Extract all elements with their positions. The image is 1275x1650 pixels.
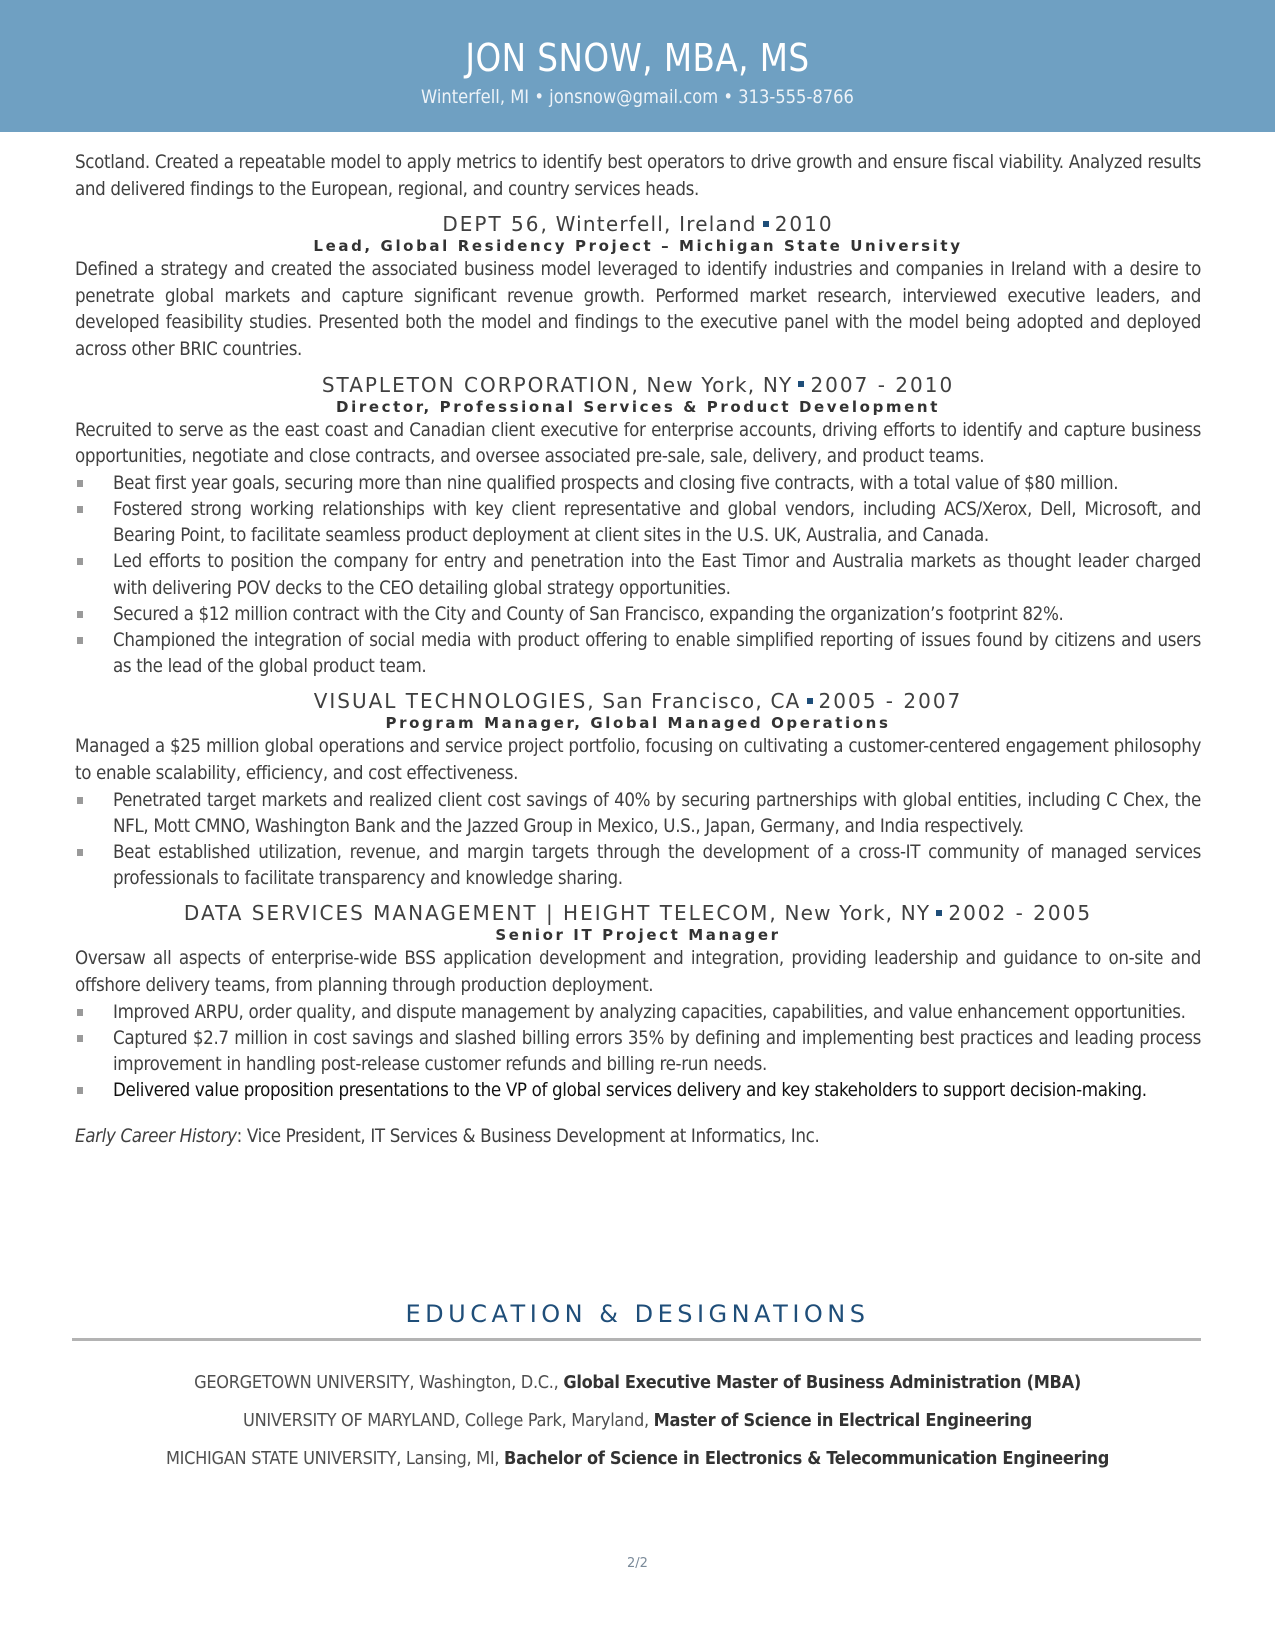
achievement-text: Captured $2.7 million in cost savings and slashed billing errors 35% by defining and implementing best practices and leading process improvement in handling post-release customer refunds and billing re-run needs. — [113, 1027, 1201, 1075]
early-career-text: : Vice President, IT Services & Business Development at Informatics, Inc. — [236, 1126, 820, 1148]
job-company: DEPT 56 — [442, 212, 541, 237]
job-header — [75, 211, 1201, 255]
job-location: , San Francisco, CA — [587, 689, 801, 714]
achievement-list — [75, 788, 1201, 893]
square-bullet-icon — [77, 1035, 83, 1042]
job-summary: Oversaw all aspects of enterprise-wide BSS application development and integration, providing leadership and guidance to on-site and offshore delivery teams, from planning through production deployment. — [75, 948, 1201, 996]
education-entry — [0, 1372, 1275, 1393]
job-dates: 2005 - 2007 — [818, 689, 963, 714]
square-separator-icon — [763, 221, 769, 227]
achievement-text: Improved ARPU, order quality, and dispute management by analyzing capacities, capabilities, and value enhancement opportunities. — [113, 1001, 1186, 1023]
early-career-history — [75, 1126, 1201, 1147]
education-entry — [0, 1410, 1275, 1431]
achievement-text: Secured a $12 million contract with the City and County of San Francisco, expanding the organization’s footprint 82%. — [113, 603, 1064, 625]
achievement-item — [75, 1000, 1201, 1026]
candidate-name: JON SNOW, MBA, MS — [465, 36, 810, 80]
square-separator-icon — [936, 910, 942, 916]
education-school: MICHIGAN STATE UNIVERSITY, Lansing, MI, — [166, 1448, 505, 1469]
section-divider — [72, 1338, 1201, 1341]
achievement-item — [75, 497, 1201, 549]
job-entry — [75, 688, 1201, 892]
achievement-item — [75, 549, 1201, 601]
education-degree: Bachelor of Science in Electronics & Telecommunication Engineering — [504, 1448, 1109, 1469]
job-header — [75, 688, 1201, 732]
job-company-line — [75, 372, 1201, 398]
job-company-line — [75, 688, 1201, 714]
square-bullet-icon — [77, 611, 83, 618]
job-location: , Winterfell, Ireland — [540, 212, 757, 237]
job-summary: Recruited to serve as the east coast and Canadian client executive for enterprise accounts, driving efforts to identify and capture business opportunities, negotiate and close contracts, and oversee associated pre-sale, sale, delivery, and product teams. — [75, 419, 1201, 468]
contact-email[interactable]: jonsnow@gmail.com — [549, 86, 719, 108]
achievement-item — [75, 602, 1201, 628]
job-entry — [75, 900, 1201, 1104]
achievement-item — [75, 840, 1201, 892]
education-school: UNIVERSITY OF MARYLAND, College Park, Maryland, — [243, 1410, 654, 1431]
job-company-line — [75, 211, 1201, 237]
early-career-label: Early Career History — [75, 1126, 237, 1148]
square-bullet-icon — [77, 797, 83, 804]
achievement-text: Penetrated target markets and realized client cost savings of 40% by securing partnerships with global entities, including C Chex, the NFL, Mott CMNO, Washington Bank and the Jazzed Group in Mexico, U.S., Japan, Germany, and India respectively. — [113, 789, 1201, 837]
job-dates: 2007 - 2010 — [810, 372, 955, 397]
achievement-text: Championed the integration of social media with product offering to enable simplified reporting of issues found by citizens and users as the lead of the global product team. — [113, 629, 1201, 678]
job-header — [75, 900, 1201, 944]
achievement-item — [75, 1026, 1201, 1078]
education-section-title: EDUCATION & DESIGNATIONS — [405, 1300, 870, 1328]
square-bullet-icon — [77, 558, 83, 565]
achievement-item — [75, 471, 1201, 497]
job-entry — [75, 211, 1201, 363]
achievement-list — [75, 471, 1201, 681]
square-bullet-icon — [77, 480, 83, 487]
achievement-item — [75, 788, 1201, 840]
job-entry — [75, 372, 1201, 681]
square-bullet-icon — [77, 637, 83, 644]
job-list — [75, 211, 1201, 1104]
bullet-separator-icon: • — [723, 86, 733, 108]
achievement-text: Beat established utilization, revenue, and margin targets through the development of a cross-IT community of managed services professionals to facilitate transparency and knowledge sharing. — [113, 841, 1201, 890]
job-company: VISUAL TECHNOLOGIES — [313, 689, 588, 714]
job-dates: 2010 — [774, 212, 834, 237]
square-bullet-icon — [77, 506, 83, 513]
contact-location: Winterfell, MI — [421, 86, 530, 108]
job-title: Director, Professional Services & Product Development — [336, 397, 940, 416]
continued-job-summary: Scotland. Created a repeatable model to apply metrics to identify best operators to drive growth and ensure fiscal viability. Analyzed results and delivered findings to the European, regional, and country services heads. — [75, 152, 1201, 200]
square-separator-icon — [807, 698, 813, 704]
contact-line — [89, 86, 1186, 108]
job-company-line — [75, 900, 1201, 926]
education-degree: Master of Science in Electrical Engineering — [653, 1410, 1032, 1431]
job-summary: Defined a strategy and created the associated business model leveraged to identify industries and companies in Ireland with a desire to penetrate global markets and capture significant revenue growth. Performed market research, interviewed executive leaders, and developed feasibility studies. Presented both the model and findings to the executive panel with the model being adopted and deployed across other BRIC countries. — [75, 259, 1201, 360]
job-location: , New York, NY — [769, 901, 931, 926]
achievement-text: Beat first year goals, securing more than nine qualified prospects and closing five contracts, with a total value of $80 million. — [113, 472, 1119, 494]
achievement-item — [75, 628, 1201, 680]
job-company: STAPLETON CORPORATION — [321, 372, 632, 397]
resume-header — [0, 0, 1275, 132]
contact-phone: 313-555-8766 — [738, 86, 854, 108]
job-title: Senior IT Project Manager — [495, 926, 781, 945]
education-degree: Global Executive Master of Business Administration (MBA) — [563, 1372, 1081, 1393]
bullet-separator-icon: • — [534, 86, 544, 108]
job-dates: 2002 - 2005 — [948, 901, 1093, 926]
achievement-text: Fostered strong working relationships with key client representative and global vendors, including ACS/Xerox, Dell, Microsoft, and Bearing Point, to facilitate seamless product deployment at client sites in the U.S. UK, Australia, and Canada. — [113, 498, 1201, 547]
job-summary: Managed a $25 million global operations and service project portfolio, focusing on cultivating a customer-centered engagement philosophy to enable scalability, efficiency, and cost effectiveness. — [75, 736, 1201, 784]
square-separator-icon — [798, 381, 804, 387]
experience-section — [75, 150, 1201, 1147]
education-school: GEORGETOWN UNIVERSITY, Washington, D.C., — [194, 1372, 564, 1393]
achievement-list — [75, 1000, 1201, 1105]
square-bullet-icon — [77, 849, 83, 856]
achievement-text: Delivered value proposition presentations to the VP of global services delivery and key stakeholders to support decision-making. — [113, 1080, 1147, 1102]
job-header — [75, 372, 1201, 416]
page-number: 2/2 — [627, 1556, 648, 1571]
square-bullet-icon — [77, 1087, 83, 1094]
education-entry — [0, 1448, 1275, 1469]
job-title: Lead, Global Residency Project – Michigan State University — [313, 237, 963, 256]
achievement-item — [75, 1078, 1201, 1104]
job-title: Program Manager, Global Managed Operations — [385, 714, 891, 733]
achievement-text: Led efforts to position the company for entry and penetration into the East Timor and Australia markets as thought leader charged with delivering POV decks to the CEO detailing global strategy opportunities. — [113, 551, 1201, 599]
job-location: , New York, NY — [631, 372, 793, 397]
square-bullet-icon — [77, 1009, 83, 1016]
job-company: DATA SERVICES MANAGEMENT | HEIGHT TELECOM — [183, 901, 770, 926]
